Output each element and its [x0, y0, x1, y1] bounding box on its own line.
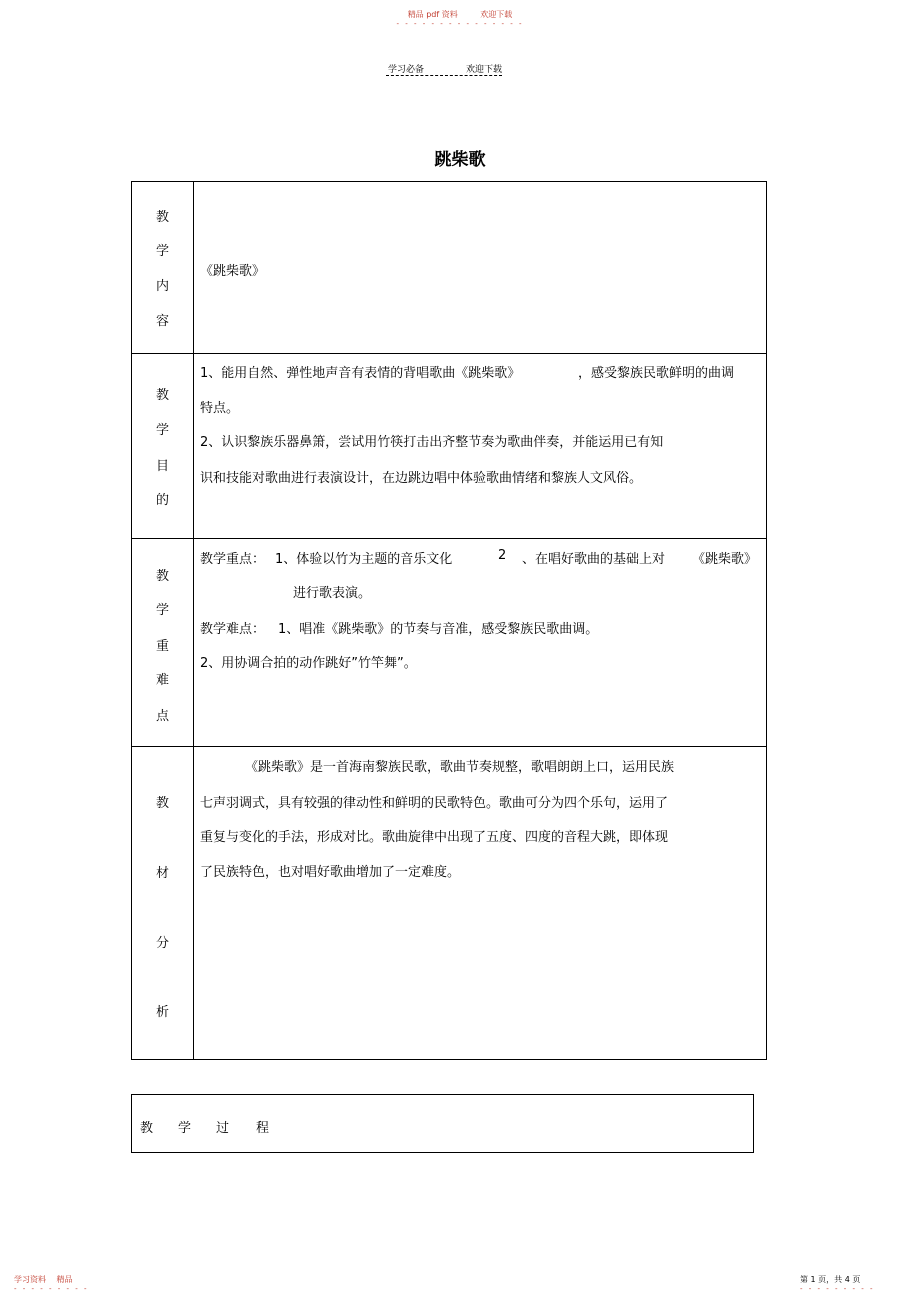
- process-box: [131, 1094, 754, 1153]
- label-char: 教: [155, 796, 169, 811]
- process-char: 教: [140, 1121, 154, 1136]
- key-points-line-1b: 1、体验以竹为主题的音乐文化: [275, 552, 453, 567]
- process-char: 程: [256, 1121, 270, 1136]
- row-divider: [132, 746, 766, 747]
- label-char: 分: [155, 936, 169, 951]
- label-char: 容: [155, 314, 169, 329]
- label-char: 的: [155, 493, 169, 508]
- watermark-dots: - - - - - - - - - - - - - - -: [396, 20, 524, 28]
- label-char: 教: [155, 569, 169, 584]
- footer-left: [14, 1274, 81, 1285]
- label-char: 重: [155, 639, 169, 654]
- goals-line-1a: 1、能用自然、弹性地声音有表情的背唱歌曲《跳柴歌》: [200, 366, 521, 381]
- label-char: 学: [155, 603, 169, 618]
- analysis-line-3: 重复与变化的手法，形成对比。歌曲旋律中出现了五度、四度的音程大跳，即体现: [200, 830, 669, 845]
- label-char: 教: [155, 210, 169, 225]
- key-points-line-1d: 、在唱好歌曲的基础上对: [522, 552, 666, 567]
- goals-line-4: 识和技能对歌曲进行表演设计，在边跳边唱中体验歌曲情绪和黎族人文风俗。: [200, 471, 643, 486]
- content-text: 《跳柴歌》: [200, 264, 266, 279]
- label-char: 目: [155, 459, 169, 474]
- header-right: 欢迎下载: [466, 65, 503, 75]
- footer-right-dots: - - - - - - - - -: [800, 1285, 875, 1293]
- footer-left-2: 精品: [56, 1275, 73, 1284]
- label-char: 学: [155, 423, 169, 438]
- label-char: 教: [155, 388, 169, 403]
- process-char: 学: [178, 1121, 192, 1136]
- label-char: 点: [155, 709, 169, 724]
- key-points-line-1c: 2: [498, 548, 507, 563]
- row-divider: [132, 538, 766, 539]
- key-points-line-1e: 《跳柴歌》: [692, 552, 758, 567]
- row-divider: [132, 353, 766, 354]
- header-left: 学习必备: [388, 65, 425, 75]
- header-rule: [386, 75, 502, 76]
- key-points-line-3b: 1、唱准《跳柴歌》的节奏与音准，感受黎族民歌曲调。: [278, 622, 599, 637]
- label-char: 材: [155, 866, 169, 881]
- watermark-top-right: 欢迎下载: [480, 10, 513, 19]
- footer-left-1: 学习资料: [14, 1275, 46, 1284]
- page-title: 跳柴歌: [434, 150, 486, 170]
- lesson-table: [131, 181, 767, 1060]
- key-points-line-2: 进行歌表演。: [293, 586, 372, 601]
- page-number: 第 1 页，共 4 页: [800, 1275, 861, 1284]
- key-points-line-3a: 教学难点：: [200, 622, 266, 637]
- goals-line-1b: ，感受黎族民歌鲜明的曲调: [578, 366, 735, 381]
- key-points-line-1a: 教学重点：: [200, 552, 266, 567]
- label-char: 学: [155, 244, 169, 259]
- column-divider: [193, 182, 194, 1059]
- label-char: 内: [155, 279, 169, 294]
- footer-left-dots: - - - - - - - - -: [14, 1285, 89, 1293]
- watermark-top-left: 精品 pdf 资料: [407, 10, 458, 19]
- process-char: 过: [216, 1121, 230, 1136]
- analysis-line-4: 了民族特色，也对唱好歌曲增加了一定难度。: [200, 865, 461, 880]
- analysis-line-2: 七声羽调式，具有较强的律动性和鲜明的民歌特色。歌曲可分为四个乐句，运用了: [200, 796, 669, 811]
- label-char: 难: [155, 673, 169, 688]
- analysis-line-1: 《跳柴歌》是一首海南黎族民歌，歌曲节奏规整，歌唱朗朗上口，运用民族: [245, 760, 675, 775]
- top-watermark: [0, 9, 920, 20]
- goals-line-3: 2、认识黎族乐器鼻箫，尝试用竹筷打击出齐整节奏为歌曲伴奏，并能运用已有知: [200, 435, 664, 450]
- label-char: 析: [155, 1005, 169, 1020]
- goals-line-2: 特点。: [200, 401, 240, 416]
- key-points-line-4: 2、用协调合拍的动作跳好”竹竿舞”。: [200, 656, 417, 671]
